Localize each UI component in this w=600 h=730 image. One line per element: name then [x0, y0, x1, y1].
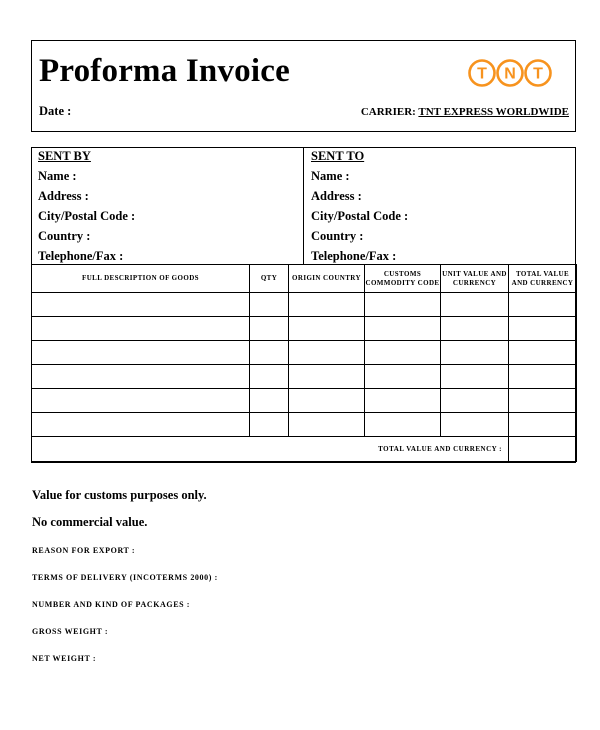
- page-title: Proforma Invoice: [39, 53, 290, 89]
- reason-for-export-label: REASON FOR EXPORT :: [32, 546, 136, 555]
- logo-letter: T: [533, 65, 543, 83]
- sent-to-address-label: Address :: [311, 189, 362, 203]
- terms-of-delivery-label: TERMS OF DELIVERY (INCOTERMS 2000) :: [32, 573, 218, 582]
- unit-value-cell[interactable]: [441, 389, 509, 413]
- origin-cell[interactable]: [289, 413, 365, 437]
- sent-to-city-label: City/Postal Code :: [311, 209, 409, 223]
- customs-note: Value for customs purposes only.: [32, 488, 207, 502]
- carrier-line: [361, 106, 569, 118]
- qty-cell[interactable]: [250, 293, 289, 317]
- total-value-cell[interactable]: [509, 293, 577, 317]
- origin-cell[interactable]: [289, 317, 365, 341]
- total-value-cell[interactable]: [509, 365, 577, 389]
- table-row: [32, 389, 577, 413]
- unit-value-cell[interactable]: [441, 413, 509, 437]
- table-row: [32, 365, 577, 389]
- sent-by-address-label: Address :: [38, 189, 89, 203]
- sent-to-name-label: Name :: [311, 169, 350, 183]
- unit-value-cell[interactable]: [441, 317, 509, 341]
- col-customs-header: CUSTOMS COMMODITY CODE: [365, 265, 441, 293]
- net-weight-label: NET WEIGHT :: [32, 654, 97, 663]
- packages-label: NUMBER AND KIND OF PACKAGES :: [32, 600, 191, 609]
- origin-cell[interactable]: [289, 293, 365, 317]
- table-row: [32, 317, 577, 341]
- total-value-cell[interactable]: [509, 437, 577, 462]
- unit-value-cell[interactable]: [441, 341, 509, 365]
- customs-cell[interactable]: [365, 389, 441, 413]
- date-label: Date :: [39, 104, 72, 118]
- unit-value-cell[interactable]: [441, 293, 509, 317]
- sent-to-section: [311, 146, 408, 266]
- total-value-cell[interactable]: [509, 413, 577, 437]
- sent-by-title: SENT BY: [38, 149, 91, 163]
- col-qty-header: QTY: [250, 265, 289, 293]
- customs-cell[interactable]: [365, 365, 441, 389]
- commercial-note: No commercial value.: [32, 515, 148, 529]
- sent-by-city-label: City/Postal Code :: [38, 209, 136, 223]
- description-cell[interactable]: [32, 293, 250, 317]
- qty-cell[interactable]: [250, 413, 289, 437]
- table-row: [32, 293, 577, 317]
- total-value-cell[interactable]: [509, 389, 577, 413]
- qty-cell[interactable]: [250, 341, 289, 365]
- carrier-value: TNT EXPRESS WORLDWIDE: [418, 106, 569, 118]
- goods-header-row: [32, 265, 577, 293]
- origin-cell[interactable]: [289, 389, 365, 413]
- customs-cell[interactable]: [365, 317, 441, 341]
- total-row: [32, 437, 577, 462]
- qty-cell[interactable]: [250, 389, 289, 413]
- origin-cell[interactable]: [289, 341, 365, 365]
- sender-recipient-divider: [303, 147, 304, 264]
- col-description-header: FULL DESCRIPTION OF GOODS: [32, 265, 250, 293]
- col-total-value-header: TOTAL VALUE AND CURRENCY: [509, 265, 577, 293]
- description-cell[interactable]: [32, 413, 250, 437]
- customs-cell[interactable]: [365, 341, 441, 365]
- description-cell[interactable]: [32, 365, 250, 389]
- total-value-cell[interactable]: [509, 317, 577, 341]
- col-origin-header: ORIGIN COUNTRY: [289, 265, 365, 293]
- table-row: [32, 341, 577, 365]
- qty-cell[interactable]: [250, 365, 289, 389]
- sent-by-country-label: Country :: [38, 229, 91, 243]
- sent-by-section: [38, 146, 135, 266]
- description-cell[interactable]: [32, 317, 250, 341]
- total-value-label: TOTAL VALUE AND CURRENCY :: [32, 437, 509, 462]
- tnt-logo: [467, 58, 553, 88]
- col-unit-value-header: UNIT VALUE AND CURRENCY: [441, 265, 509, 293]
- total-value-cell[interactable]: [509, 341, 577, 365]
- customs-cell[interactable]: [365, 413, 441, 437]
- goods-table: [31, 264, 577, 462]
- logo-letter: N: [504, 65, 516, 83]
- description-cell[interactable]: [32, 389, 250, 413]
- customs-cell[interactable]: [365, 293, 441, 317]
- gross-weight-label: GROSS WEIGHT :: [32, 627, 109, 636]
- description-cell[interactable]: [32, 341, 250, 365]
- table-row: [32, 413, 577, 437]
- carrier-label: CARRIER:: [360, 106, 416, 118]
- sent-to-country-label: Country :: [311, 229, 364, 243]
- origin-cell[interactable]: [289, 365, 365, 389]
- sent-by-phone-label: Telephone/Fax :: [38, 249, 124, 263]
- qty-cell[interactable]: [250, 317, 289, 341]
- logo-letter: T: [477, 65, 487, 83]
- sent-to-title: SENT TO: [311, 149, 365, 163]
- sent-to-phone-label: Telephone/Fax :: [311, 249, 397, 263]
- unit-value-cell[interactable]: [441, 365, 509, 389]
- sent-by-name-label: Name :: [38, 169, 77, 183]
